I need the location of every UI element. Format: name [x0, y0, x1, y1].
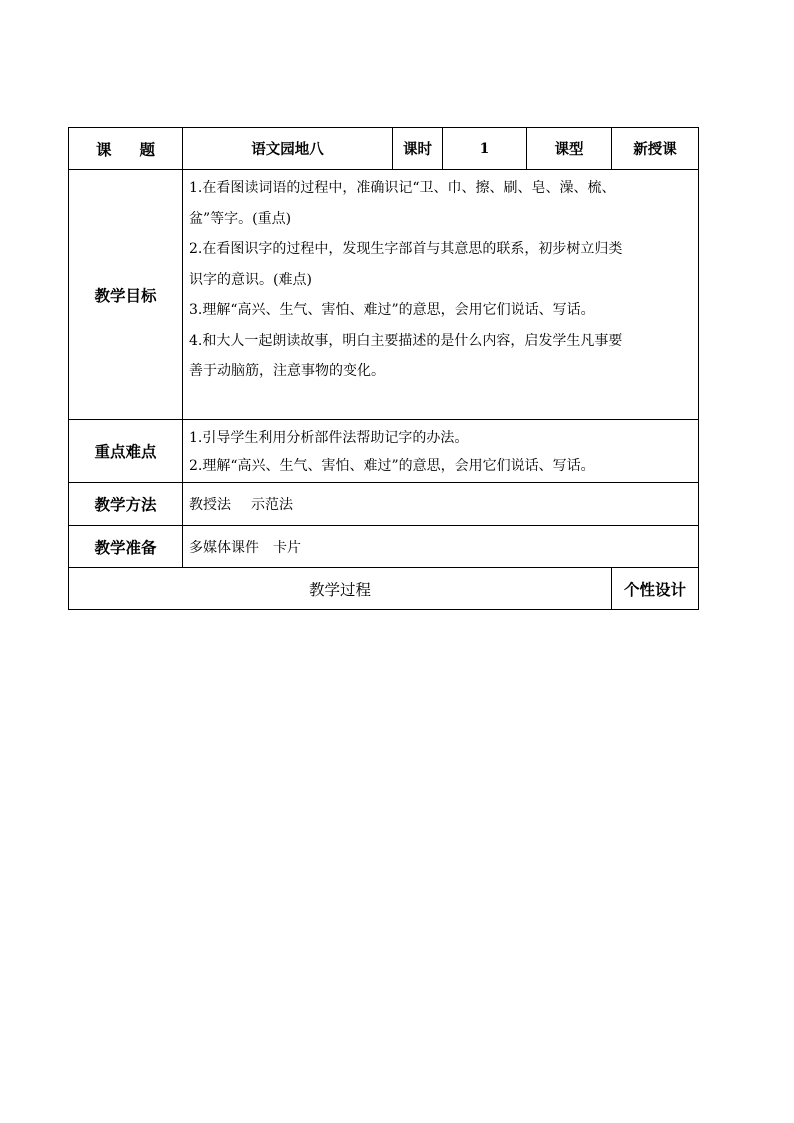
- goals-line: 4.和大人一起朗读故事，明白主要描述的是什么内容，启发学生凡事要: [189, 332, 623, 349]
- footer-row: [69, 568, 699, 610]
- prep-label: 教学准备: [69, 526, 183, 568]
- methods-label: 教学方法: [69, 483, 183, 526]
- goals-line: 识字的意识。(难点): [189, 271, 312, 288]
- method-item: 教授法: [189, 497, 231, 513]
- prep-item: 多媒体课件: [189, 539, 259, 556]
- key-points-label: 重点难点: [69, 420, 183, 483]
- goals-line: 盆”等字。(重点): [189, 210, 292, 227]
- goals-line: 1.在看图读词语的过程中，准确识记“卫、巾、擦、刷、皂、澡、梳、: [189, 180, 616, 196]
- lesson-plan-sheet: [68, 127, 698, 610]
- prep-content: [183, 526, 699, 568]
- topic-label-cell: [69, 128, 183, 170]
- goals-line: 2.在看图识字的过程中，发现生字部首与其意思的联系，初步树立归类: [189, 241, 623, 257]
- topic-label-b: 题: [139, 139, 156, 159]
- goals-line: 3.理解“高兴、生气、害怕、难过”的意思，会用它们说话、写话。: [189, 302, 595, 318]
- header-row: [69, 128, 699, 170]
- prep-item: 卡片: [273, 539, 301, 556]
- prep-row: [69, 526, 699, 568]
- topic-value: 语文园地八: [183, 128, 393, 170]
- period-label: 课时: [393, 128, 443, 170]
- key-points-line: 1.引导学生利用分析部件法帮助记字的办法。: [189, 430, 469, 446]
- goals-line: 善于动脑筋，注意事物的变化。: [189, 363, 385, 379]
- key-points-row: [69, 420, 699, 483]
- methods-row: [69, 483, 699, 526]
- period-value: 1: [443, 128, 527, 170]
- key-points-line: 2.理解“高兴、生气、害怕、难过”的意思，会用它们说话、写话。: [189, 458, 595, 474]
- type-value: 新授课: [612, 128, 699, 170]
- design-label: 个性设计: [612, 568, 699, 610]
- method-item: 示范法: [251, 497, 293, 513]
- type-label: 课型: [527, 128, 612, 170]
- goals-label: 教学目标: [69, 170, 183, 420]
- key-points-content: [183, 420, 699, 483]
- lesson-plan-table: [68, 127, 699, 610]
- goals-content: [183, 170, 699, 420]
- methods-content: [183, 483, 699, 526]
- topic-label-a: 课: [95, 139, 112, 159]
- process-label: 教学过程: [69, 568, 612, 610]
- goals-row: [69, 170, 699, 420]
